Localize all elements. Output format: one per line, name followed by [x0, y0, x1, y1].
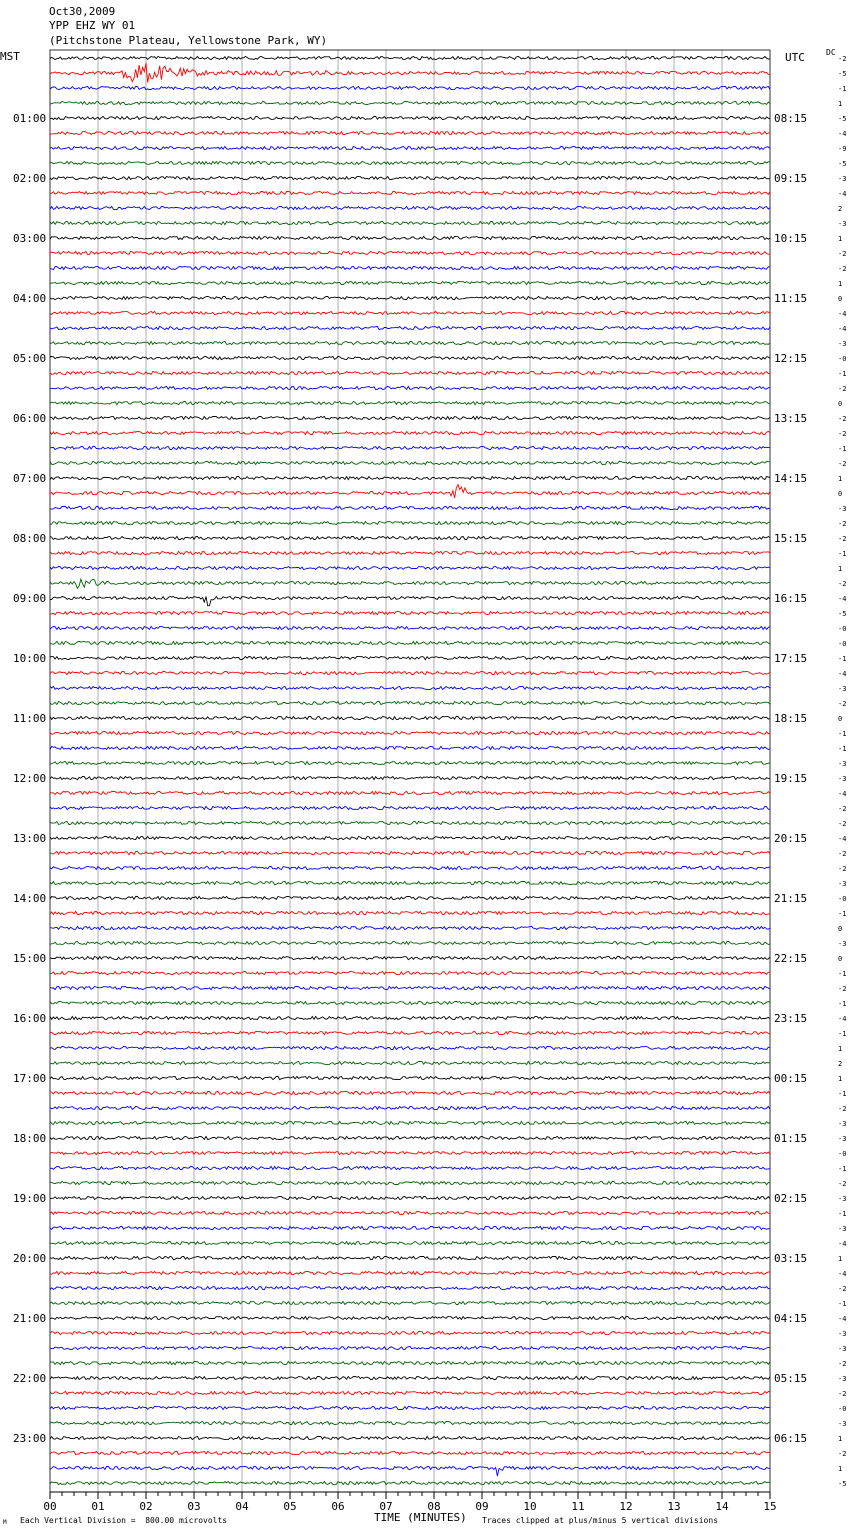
right-hour-label: 18:15 — [774, 712, 808, 725]
trace-line — [50, 1166, 770, 1169]
dc-offset-label: -1 — [838, 370, 847, 378]
trace-line — [50, 1241, 770, 1244]
dc-offset-label: -3 — [838, 340, 847, 348]
trace-line — [50, 1361, 770, 1364]
x-tick-label: 13 — [667, 1500, 681, 1513]
trace-line — [50, 116, 770, 119]
dc-offset-label: -3 — [838, 685, 847, 693]
trace-line — [50, 746, 770, 749]
left-timezone-label: MST — [0, 50, 20, 63]
x-tick-label: 06 — [331, 1500, 345, 1513]
dc-offset-label: -3 — [838, 880, 847, 888]
x-tick-label: 01 — [91, 1500, 105, 1513]
left-hour-label: 12:00 — [13, 772, 47, 785]
right-hour-label: 09:15 — [774, 172, 808, 185]
dc-offset-label: -0 — [838, 1405, 847, 1413]
dc-offset-label: 0 — [838, 925, 843, 933]
trace-line — [50, 356, 770, 359]
right-hour-label: 12:15 — [774, 352, 808, 365]
trace-line — [50, 1376, 770, 1379]
right-hour-label: 08:15 — [774, 112, 808, 125]
right-hour-label: 23:15 — [774, 1012, 808, 1025]
trace-line — [50, 1346, 770, 1349]
trace-line — [50, 942, 770, 945]
dc-offset-label: -2 — [838, 385, 847, 393]
dc-offset-label: 1 — [838, 1465, 843, 1473]
trace-line — [50, 896, 770, 899]
trace-line — [50, 686, 770, 689]
dc-offset-label: 2 — [838, 205, 843, 213]
right-hour-label: 21:15 — [774, 892, 808, 905]
dc-offset-label: -4 — [838, 1270, 847, 1278]
corner-mark: M — [3, 1519, 7, 1526]
trace-line — [50, 1211, 770, 1214]
trace-line — [50, 251, 770, 254]
dc-offset-label: -5 — [838, 115, 847, 123]
right-hour-label: 14:15 — [774, 472, 808, 485]
trace-line — [50, 371, 770, 374]
x-tick-label: 11 — [571, 1500, 585, 1513]
dc-offset-label: -1 — [838, 85, 847, 93]
x-tick-label: 03 — [187, 1500, 201, 1513]
scale-note: Each Vertical Division = 800.00 microvolts — [20, 1516, 228, 1525]
dc-offset-label: -2 — [838, 520, 847, 528]
trace-line — [50, 416, 770, 419]
trace-line — [50, 431, 770, 434]
trace-line — [50, 1001, 770, 1004]
label-layer — [13, 55, 846, 1513]
left-hour-label: 17:00 — [13, 1072, 47, 1085]
left-hour-label: 02:00 — [13, 172, 47, 185]
right-hour-label: 04:15 — [774, 1312, 808, 1325]
dc-offset-label: -2 — [838, 430, 847, 438]
trace-line — [50, 1406, 770, 1409]
dc-offset-label: -4 — [838, 790, 847, 798]
dc-offset-label: -4 — [838, 190, 847, 198]
right-timezone-label: UTC — [785, 51, 805, 64]
dc-offset-label: -3 — [838, 1135, 847, 1143]
trace-line — [50, 911, 770, 914]
dc-offset-label: 1 — [838, 280, 843, 288]
left-hour-label: 09:00 — [13, 592, 47, 605]
dc-offset-label: -3 — [838, 175, 847, 183]
dc-offset-label: 1 — [838, 1045, 843, 1053]
left-hour-label: 15:00 — [13, 952, 47, 965]
x-tick-label: 08 — [427, 1500, 441, 1513]
dc-offset-label: -3 — [838, 775, 847, 783]
dc-offset-label: -1 — [838, 910, 847, 918]
left-hour-label: 01:00 — [13, 112, 47, 125]
left-hour-label: 11:00 — [13, 712, 47, 725]
trace-line — [50, 296, 770, 299]
dc-offset-label: -4 — [838, 595, 847, 603]
dc-offset-label: -1 — [838, 1000, 847, 1008]
dc-offset-label: -2 — [838, 580, 847, 588]
trace-line — [50, 671, 770, 674]
plot-date: Oct30,2009 — [49, 5, 116, 18]
dc-offset-label: -2 — [838, 1390, 847, 1398]
trace-line — [50, 191, 770, 194]
left-hour-label: 16:00 — [13, 1012, 47, 1025]
dc-offset-label: -2 — [838, 700, 847, 708]
trace-line — [50, 866, 770, 869]
trace-line — [50, 1331, 770, 1334]
trace-line — [50, 656, 770, 659]
dc-offset-label: -1 — [838, 445, 847, 453]
trace-line — [50, 1451, 770, 1454]
dc-offset-label: -5 — [838, 160, 847, 168]
dc-offset-label: -9 — [838, 145, 847, 153]
dc-offset-label: -3 — [838, 1195, 847, 1203]
dc-offset-label: -1 — [838, 655, 847, 663]
left-hour-label: 05:00 — [13, 352, 47, 365]
dc-offset-label: -1 — [838, 550, 847, 558]
dc-offset-label: 0 — [838, 490, 843, 498]
dc-offset-label: 0 — [838, 295, 843, 303]
dc-offset-label: -3 — [838, 760, 847, 768]
trace-line — [50, 971, 770, 974]
dc-offset-label: -2 — [838, 1285, 847, 1293]
dc-offset-label: -5 — [838, 610, 847, 618]
trace-line — [50, 326, 770, 329]
dc-offset-label: -3 — [838, 505, 847, 513]
trace-line — [50, 1181, 770, 1184]
trace-line — [50, 1286, 770, 1289]
left-hour-label: 18:00 — [13, 1132, 47, 1145]
trace-line — [50, 1016, 770, 1019]
trace-line — [50, 206, 770, 209]
dc-offset-label: -2 — [838, 985, 847, 993]
right-hour-label: 20:15 — [774, 832, 808, 845]
trace-line — [50, 161, 770, 164]
dc-offset-label: -0 — [838, 1150, 847, 1158]
left-hour-label: 08:00 — [13, 532, 47, 545]
dc-offset-label: -0 — [838, 625, 847, 633]
trace-line — [50, 1106, 770, 1109]
trace-line — [50, 716, 770, 719]
x-tick-label: 00 — [43, 1500, 57, 1513]
right-hour-label: 06:15 — [774, 1432, 808, 1445]
left-hour-label: 06:00 — [13, 412, 47, 425]
dc-offset-label: -1 — [838, 1210, 847, 1218]
x-tick-label: 07 — [379, 1500, 393, 1513]
x-tick-label: 02 — [139, 1500, 153, 1513]
trace-line — [50, 1121, 770, 1124]
right-hour-label: 01:15 — [774, 1132, 808, 1145]
trace-line — [50, 401, 770, 404]
dc-offset-label: -3 — [838, 220, 847, 228]
dc-offset-label: -2 — [838, 1450, 847, 1458]
x-tick-label: 14 — [715, 1500, 729, 1513]
trace-line — [50, 146, 770, 149]
right-hour-label: 15:15 — [774, 532, 808, 545]
trace-line — [50, 446, 770, 449]
dc-offset-label: -2 — [838, 250, 847, 258]
right-hour-label: 22:15 — [774, 952, 808, 965]
trace-line — [50, 776, 770, 779]
trace-line — [50, 1481, 770, 1484]
dc-offset-label: -0 — [838, 895, 847, 903]
dc-offset-label: 0 — [838, 715, 843, 723]
x-tick-label: 12 — [619, 1500, 633, 1513]
dc-offset-label: -1 — [838, 1165, 847, 1173]
trace-line — [50, 791, 770, 794]
left-hour-label: 03:00 — [13, 232, 47, 245]
trace-line — [50, 1436, 770, 1439]
dc-offset-label: -2 — [838, 1180, 847, 1188]
trace-line — [50, 176, 770, 179]
dc-offset-label: -0 — [838, 640, 847, 648]
trace-line — [50, 1271, 770, 1274]
dc-offset-label: -1 — [838, 730, 847, 738]
dc-offset-label: -4 — [838, 1015, 847, 1023]
left-hour-label: 23:00 — [13, 1432, 47, 1445]
dc-offset-label: 1 — [838, 235, 843, 243]
trace-line — [50, 1046, 770, 1049]
dc-offset-label: 0 — [838, 955, 843, 963]
x-tick-label: 05 — [283, 1500, 297, 1513]
station-name: YPP EHZ WY 01 — [49, 19, 136, 32]
left-hour-label: 14:00 — [13, 892, 47, 905]
trace-line — [50, 386, 770, 389]
left-hour-label: 20:00 — [13, 1252, 47, 1265]
dc-offset-label: -3 — [838, 1225, 847, 1233]
right-hour-label: 05:15 — [774, 1372, 808, 1385]
trace-line — [50, 1256, 770, 1259]
trace-line — [50, 1421, 770, 1424]
trace-line — [50, 1061, 770, 1064]
left-hour-label: 22:00 — [13, 1372, 47, 1385]
trace-line — [50, 341, 770, 344]
trace-line — [50, 821, 770, 824]
dc-offset-label: -4 — [838, 130, 847, 138]
dc-offset-label: 1 — [838, 565, 843, 573]
right-hour-label: 02:15 — [774, 1192, 808, 1205]
trace-line — [50, 1391, 770, 1394]
trace-line — [50, 1466, 770, 1476]
trace-layer — [50, 56, 770, 1484]
trace-line — [50, 1091, 770, 1094]
trace-line — [50, 836, 770, 839]
dc-offset-label: -0 — [838, 355, 847, 363]
dc-offset-label: -1 — [838, 970, 847, 978]
left-hour-label: 19:00 — [13, 1192, 47, 1205]
left-hour-label: 21:00 — [13, 1312, 47, 1325]
trace-line — [50, 266, 770, 269]
x-tick-label: 15 — [763, 1500, 777, 1513]
dc-offset-label: -2 — [838, 460, 847, 468]
dc-offset-label: -2 — [838, 535, 847, 543]
right-hour-label: 03:15 — [774, 1252, 808, 1265]
dc-offset-label: -4 — [838, 310, 847, 318]
trace-line — [50, 761, 770, 764]
dc-offset-label: -3 — [838, 1330, 847, 1338]
trace-line — [50, 551, 770, 554]
dc-offset-label: -3 — [838, 1375, 847, 1383]
dc-offset-label: -2 — [838, 415, 847, 423]
dc-offset-label: -3 — [838, 940, 847, 948]
dc-offset-label: -2 — [838, 265, 847, 273]
trace-line — [50, 641, 770, 644]
clip-note: Traces clipped at plus/minus 5 vertical divisions — [482, 1516, 719, 1525]
trace-line — [50, 311, 770, 314]
trace-line — [50, 626, 770, 629]
x-tick-label: 10 — [523, 1500, 537, 1513]
trace-line — [50, 56, 770, 59]
x-tick-label: 04 — [235, 1500, 249, 1513]
trace-line — [50, 63, 770, 83]
dc-offset-label: -4 — [838, 835, 847, 843]
trace-line — [50, 1196, 770, 1199]
right-hour-label: 00:15 — [774, 1072, 808, 1085]
trace-line — [50, 579, 770, 588]
dc-offset-label: -1 — [838, 1090, 847, 1098]
dc-offset-label: -1 — [838, 745, 847, 753]
trace-line — [50, 851, 770, 854]
trace-line — [50, 731, 770, 734]
right-hour-label: 19:15 — [774, 772, 808, 785]
dc-offset-label: -4 — [838, 325, 847, 333]
dc-offset-label: -1 — [838, 1030, 847, 1038]
x-tick-label: 09 — [475, 1500, 489, 1513]
dc-offset-label: -2 — [838, 850, 847, 858]
left-hour-label: 07:00 — [13, 472, 47, 485]
trace-line — [50, 881, 770, 884]
right-hour-label: 16:15 — [774, 592, 808, 605]
dc-offset-label: 0 — [838, 400, 843, 408]
dc-offset-label: -2 — [838, 55, 847, 63]
trace-line — [50, 236, 770, 239]
left-hour-label: 04:00 — [13, 292, 47, 305]
trace-line — [50, 566, 770, 569]
trace-line — [50, 506, 770, 509]
trace-line — [50, 806, 770, 809]
trace-line — [50, 221, 770, 224]
right-hour-label: 13:15 — [774, 412, 808, 425]
dc-offset-label: 1 — [838, 1255, 843, 1263]
trace-line — [50, 521, 770, 524]
trace-line — [50, 131, 770, 134]
dc-offset-label: -4 — [838, 1240, 847, 1248]
trace-line — [50, 101, 770, 104]
trace-line — [50, 476, 770, 479]
x-axis-title: TIME (MINUTES) — [374, 1511, 467, 1524]
trace-line — [50, 701, 770, 704]
dc-offset-label: -3 — [838, 1120, 847, 1128]
trace-line — [50, 536, 770, 539]
trace-line — [50, 1226, 770, 1229]
left-hour-label: 13:00 — [13, 832, 47, 845]
dc-offset-label: -3 — [838, 1345, 847, 1353]
left-hour-label: 10:00 — [13, 652, 47, 665]
dc-label: DC — [826, 48, 836, 57]
right-hour-label: 11:15 — [774, 292, 808, 305]
trace-line — [50, 485, 770, 498]
dc-offset-label: -2 — [838, 865, 847, 873]
dc-offset-label: -4 — [838, 1315, 847, 1323]
dc-offset-label: 2 — [838, 1060, 843, 1068]
trace-line — [50, 86, 770, 89]
dc-offset-label: 1 — [838, 1075, 843, 1083]
right-hour-label: 17:15 — [774, 652, 808, 665]
trace-line — [50, 1151, 770, 1154]
dc-offset-label: -1 — [838, 1300, 847, 1308]
dc-offset-label: -5 — [838, 1480, 847, 1488]
dc-offset-label: 1 — [838, 1435, 843, 1443]
trace-line — [50, 461, 770, 464]
trace-line — [50, 986, 770, 989]
trace-line — [50, 1076, 770, 1079]
dc-offset-label: -3 — [838, 1420, 847, 1428]
dc-offset-label: -2 — [838, 1105, 847, 1113]
dc-offset-label: -4 — [838, 670, 847, 678]
station-location: (Pitchstone Plateau, Yellowstone Park, WY) — [49, 34, 328, 47]
trace-line — [50, 596, 770, 605]
trace-line — [50, 1136, 770, 1139]
trace-line — [50, 611, 770, 614]
dc-offset-label: -2 — [838, 820, 847, 828]
trace-line — [50, 1316, 770, 1319]
trace-line — [50, 281, 770, 284]
trace-line — [50, 1031, 770, 1034]
dc-offset-label: 1 — [838, 475, 843, 483]
trace-line — [50, 926, 770, 929]
dc-offset-label: -2 — [838, 805, 847, 813]
dc-offset-label: 1 — [838, 100, 843, 108]
trace-line — [50, 1301, 770, 1304]
dc-offset-label: -2 — [838, 1360, 847, 1368]
right-hour-label: 10:15 — [774, 232, 808, 245]
trace-line — [50, 956, 770, 959]
dc-offset-label: -5 — [838, 70, 847, 78]
